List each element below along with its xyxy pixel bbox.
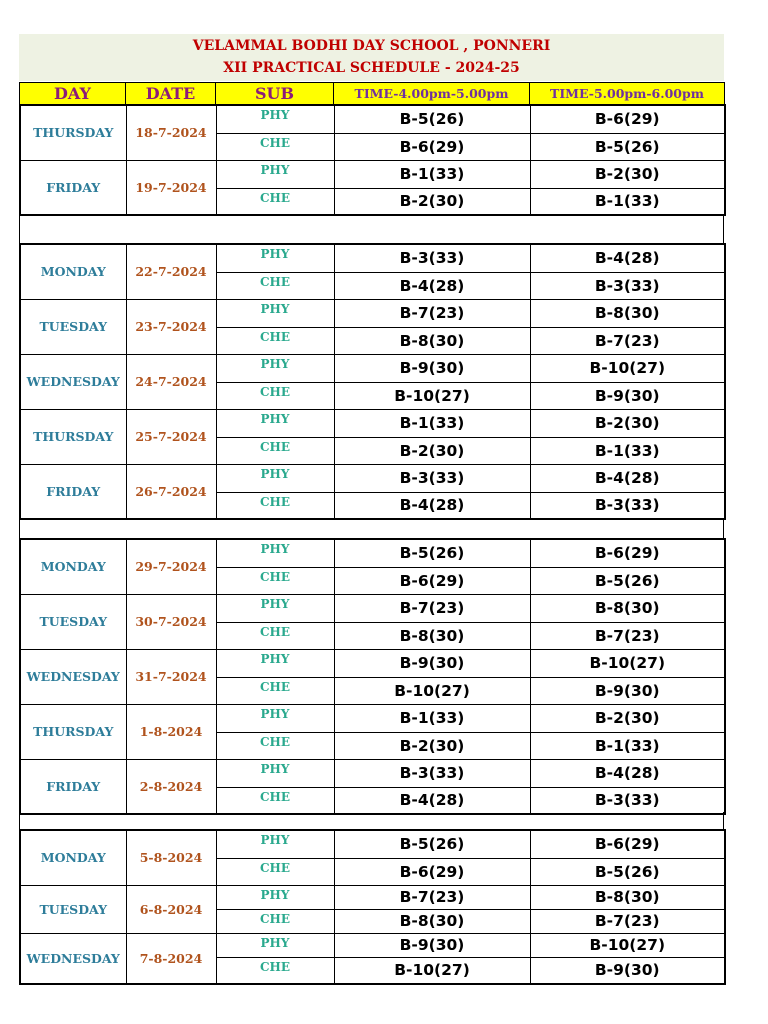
batch-slot-2-cell: B-4(28) (530, 244, 725, 272)
schedule-week-block (19, 243, 726, 520)
day-cell: TUESDAY (20, 885, 126, 933)
schedule-week-block (19, 538, 726, 815)
batch-slot-2-cell: B-6(29) (530, 830, 725, 858)
batch-slot-1-cell: B-4(28) (334, 787, 530, 814)
batch-slot-2-cell: B-10(27) (530, 649, 725, 677)
subject-cell: CHE (216, 732, 334, 759)
schedule-row (20, 649, 725, 677)
batch-slot-1-cell: B-2(30) (334, 188, 530, 215)
subject-cell: CHE (216, 272, 334, 299)
batch-slot-2-cell: B-7(23) (530, 327, 725, 354)
subject-cell: PHY (216, 759, 334, 787)
date-cell: 23-7-2024 (126, 299, 216, 354)
batch-slot-1-cell: B-5(26) (334, 105, 530, 133)
subject-cell: PHY (216, 244, 334, 272)
header-time-slot-2: TIME-5.00pm-6.00pm (530, 83, 725, 105)
batch-slot-2-cell: B-2(30) (530, 409, 725, 437)
date-cell: 19-7-2024 (126, 160, 216, 215)
batch-slot-1-cell: B-7(23) (334, 885, 530, 909)
schedule-week-block (19, 829, 726, 985)
date-cell: 2-8-2024 (126, 759, 216, 814)
schedule-row (20, 354, 725, 382)
batch-slot-2-cell: B-4(28) (530, 759, 725, 787)
batch-slot-1-cell: B-3(33) (334, 244, 530, 272)
school-name: VELAMMAL BODHI DAY SCHOOL , PONNERI (192, 38, 551, 54)
batch-slot-1-cell: B-6(29) (334, 133, 530, 160)
date-cell: 30-7-2024 (126, 594, 216, 649)
batch-slot-2-cell: B-6(29) (530, 539, 725, 567)
subject-cell: CHE (216, 787, 334, 814)
batch-slot-2-cell: B-5(26) (530, 133, 725, 160)
day-cell: THURSDAY (20, 409, 126, 464)
batch-slot-2-cell: B-2(30) (530, 160, 725, 188)
day-cell: THURSDAY (20, 105, 126, 160)
subject-cell: CHE (216, 957, 334, 984)
batch-slot-2-cell: B-3(33) (530, 272, 725, 299)
batch-slot-1-cell: B-2(30) (334, 437, 530, 464)
subject-cell: CHE (216, 327, 334, 354)
schedule-row (20, 244, 725, 272)
schedule-row (20, 830, 725, 858)
batch-slot-1-cell: B-3(33) (334, 464, 530, 492)
header-day: DAY (20, 83, 126, 105)
batch-slot-2-cell: B-4(28) (530, 464, 725, 492)
header-date: DATE (126, 83, 216, 105)
subject-cell: PHY (216, 105, 334, 133)
subject-cell: PHY (216, 933, 334, 957)
batch-slot-1-cell: B-4(28) (334, 492, 530, 519)
date-cell: 31-7-2024 (126, 649, 216, 704)
schedule-row (20, 160, 725, 188)
batch-slot-1-cell: B-6(29) (334, 567, 530, 594)
subject-cell: CHE (216, 188, 334, 215)
date-cell: 6-8-2024 (126, 885, 216, 933)
date-cell: 24-7-2024 (126, 354, 216, 409)
subject-cell: PHY (216, 594, 334, 622)
batch-slot-2-cell: B-8(30) (530, 299, 725, 327)
batch-slot-2-cell: B-8(30) (530, 885, 725, 909)
day-cell: WEDNESDAY (20, 933, 126, 984)
school-title-block (19, 34, 724, 81)
date-cell: 1-8-2024 (126, 704, 216, 759)
schedule-row (20, 539, 725, 567)
day-cell: MONDAY (20, 830, 126, 885)
batch-slot-2-cell: B-9(30) (530, 677, 725, 704)
batch-slot-1-cell: B-9(30) (334, 354, 530, 382)
batch-slot-1-cell: B-9(30) (334, 649, 530, 677)
schedule-row (20, 759, 725, 787)
batch-slot-2-cell: B-10(27) (530, 933, 725, 957)
subject-cell: PHY (216, 885, 334, 909)
subject-cell: CHE (216, 567, 334, 594)
block-spacer (19, 518, 724, 538)
batch-slot-1-cell: B-1(33) (334, 704, 530, 732)
day-cell: FRIDAY (20, 759, 126, 814)
day-cell: MONDAY (20, 539, 126, 594)
batch-slot-2-cell: B-1(33) (530, 732, 725, 759)
batch-slot-2-cell: B-1(33) (530, 188, 725, 215)
day-cell: TUESDAY (20, 594, 126, 649)
batch-slot-1-cell: B-8(30) (334, 909, 530, 933)
day-cell: FRIDAY (20, 464, 126, 519)
batch-slot-1-cell: B-3(33) (334, 759, 530, 787)
day-cell: THURSDAY (20, 704, 126, 759)
batch-slot-2-cell: B-9(30) (530, 957, 725, 984)
date-cell: 26-7-2024 (126, 464, 216, 519)
schedule-row (20, 933, 725, 957)
date-cell: 18-7-2024 (126, 105, 216, 160)
schedule-row (20, 594, 725, 622)
schedule-header-row (19, 82, 725, 105)
subject-cell: CHE (216, 437, 334, 464)
day-cell: FRIDAY (20, 160, 126, 215)
subject-cell: PHY (216, 354, 334, 382)
batch-slot-1-cell: B-10(27) (334, 677, 530, 704)
subject-cell: CHE (216, 858, 334, 885)
header-sub: SUB (216, 83, 334, 105)
subject-cell: PHY (216, 299, 334, 327)
subject-cell: PHY (216, 409, 334, 437)
subject-cell: PHY (216, 464, 334, 492)
batch-slot-2-cell: B-8(30) (530, 594, 725, 622)
batch-slot-1-cell: B-10(27) (334, 957, 530, 984)
batch-slot-2-cell: B-6(29) (530, 105, 725, 133)
header-time-slot-1: TIME-4.00pm-5.00pm (334, 83, 530, 105)
schedule-row (20, 105, 725, 133)
batch-slot-1-cell: B-8(30) (334, 327, 530, 354)
batch-slot-1-cell: B-1(33) (334, 409, 530, 437)
day-cell: WEDNESDAY (20, 354, 126, 409)
block-spacer (19, 215, 724, 243)
subject-cell: CHE (216, 677, 334, 704)
schedule-week-block (19, 104, 726, 216)
batch-slot-1-cell: B-7(23) (334, 594, 530, 622)
subject-cell: CHE (216, 492, 334, 519)
batch-slot-1-cell: B-6(29) (334, 858, 530, 885)
batch-slot-2-cell: B-7(23) (530, 909, 725, 933)
schedule-title: XII PRACTICAL SCHEDULE - 2024-25 (223, 60, 520, 76)
day-cell: WEDNESDAY (20, 649, 126, 704)
day-cell: TUESDAY (20, 299, 126, 354)
date-cell: 5-8-2024 (126, 830, 216, 885)
batch-slot-1-cell: B-9(30) (334, 933, 530, 957)
date-cell: 29-7-2024 (126, 539, 216, 594)
subject-cell: PHY (216, 649, 334, 677)
batch-slot-2-cell: B-3(33) (530, 787, 725, 814)
subject-cell: CHE (216, 382, 334, 409)
schedule-row (20, 299, 725, 327)
batch-slot-2-cell: B-9(30) (530, 382, 725, 409)
batch-slot-2-cell: B-5(26) (530, 858, 725, 885)
batch-slot-1-cell: B-5(26) (334, 830, 530, 858)
date-cell: 25-7-2024 (126, 409, 216, 464)
batch-slot-2-cell: B-5(26) (530, 567, 725, 594)
schedule-row (20, 885, 725, 909)
subject-cell: PHY (216, 704, 334, 732)
subject-cell: CHE (216, 909, 334, 933)
schedule-row (20, 409, 725, 437)
batch-slot-1-cell: B-1(33) (334, 160, 530, 188)
subject-cell: CHE (216, 622, 334, 649)
batch-slot-1-cell: B-7(23) (334, 299, 530, 327)
day-cell: MONDAY (20, 244, 126, 299)
schedule-row (20, 704, 725, 732)
batch-slot-2-cell: B-1(33) (530, 437, 725, 464)
subject-cell: PHY (216, 539, 334, 567)
subject-cell: PHY (216, 830, 334, 858)
batch-slot-2-cell: B-7(23) (530, 622, 725, 649)
batch-slot-1-cell: B-4(28) (334, 272, 530, 299)
date-cell: 22-7-2024 (126, 244, 216, 299)
batch-slot-1-cell: B-5(26) (334, 539, 530, 567)
subject-cell: PHY (216, 160, 334, 188)
batch-slot-2-cell: B-10(27) (530, 354, 725, 382)
batch-slot-2-cell: B-2(30) (530, 704, 725, 732)
date-cell: 7-8-2024 (126, 933, 216, 984)
batch-slot-2-cell: B-3(33) (530, 492, 725, 519)
batch-slot-1-cell: B-2(30) (334, 732, 530, 759)
batch-slot-1-cell: B-10(27) (334, 382, 530, 409)
schedule-row (20, 464, 725, 492)
subject-cell: CHE (216, 133, 334, 160)
batch-slot-1-cell: B-8(30) (334, 622, 530, 649)
